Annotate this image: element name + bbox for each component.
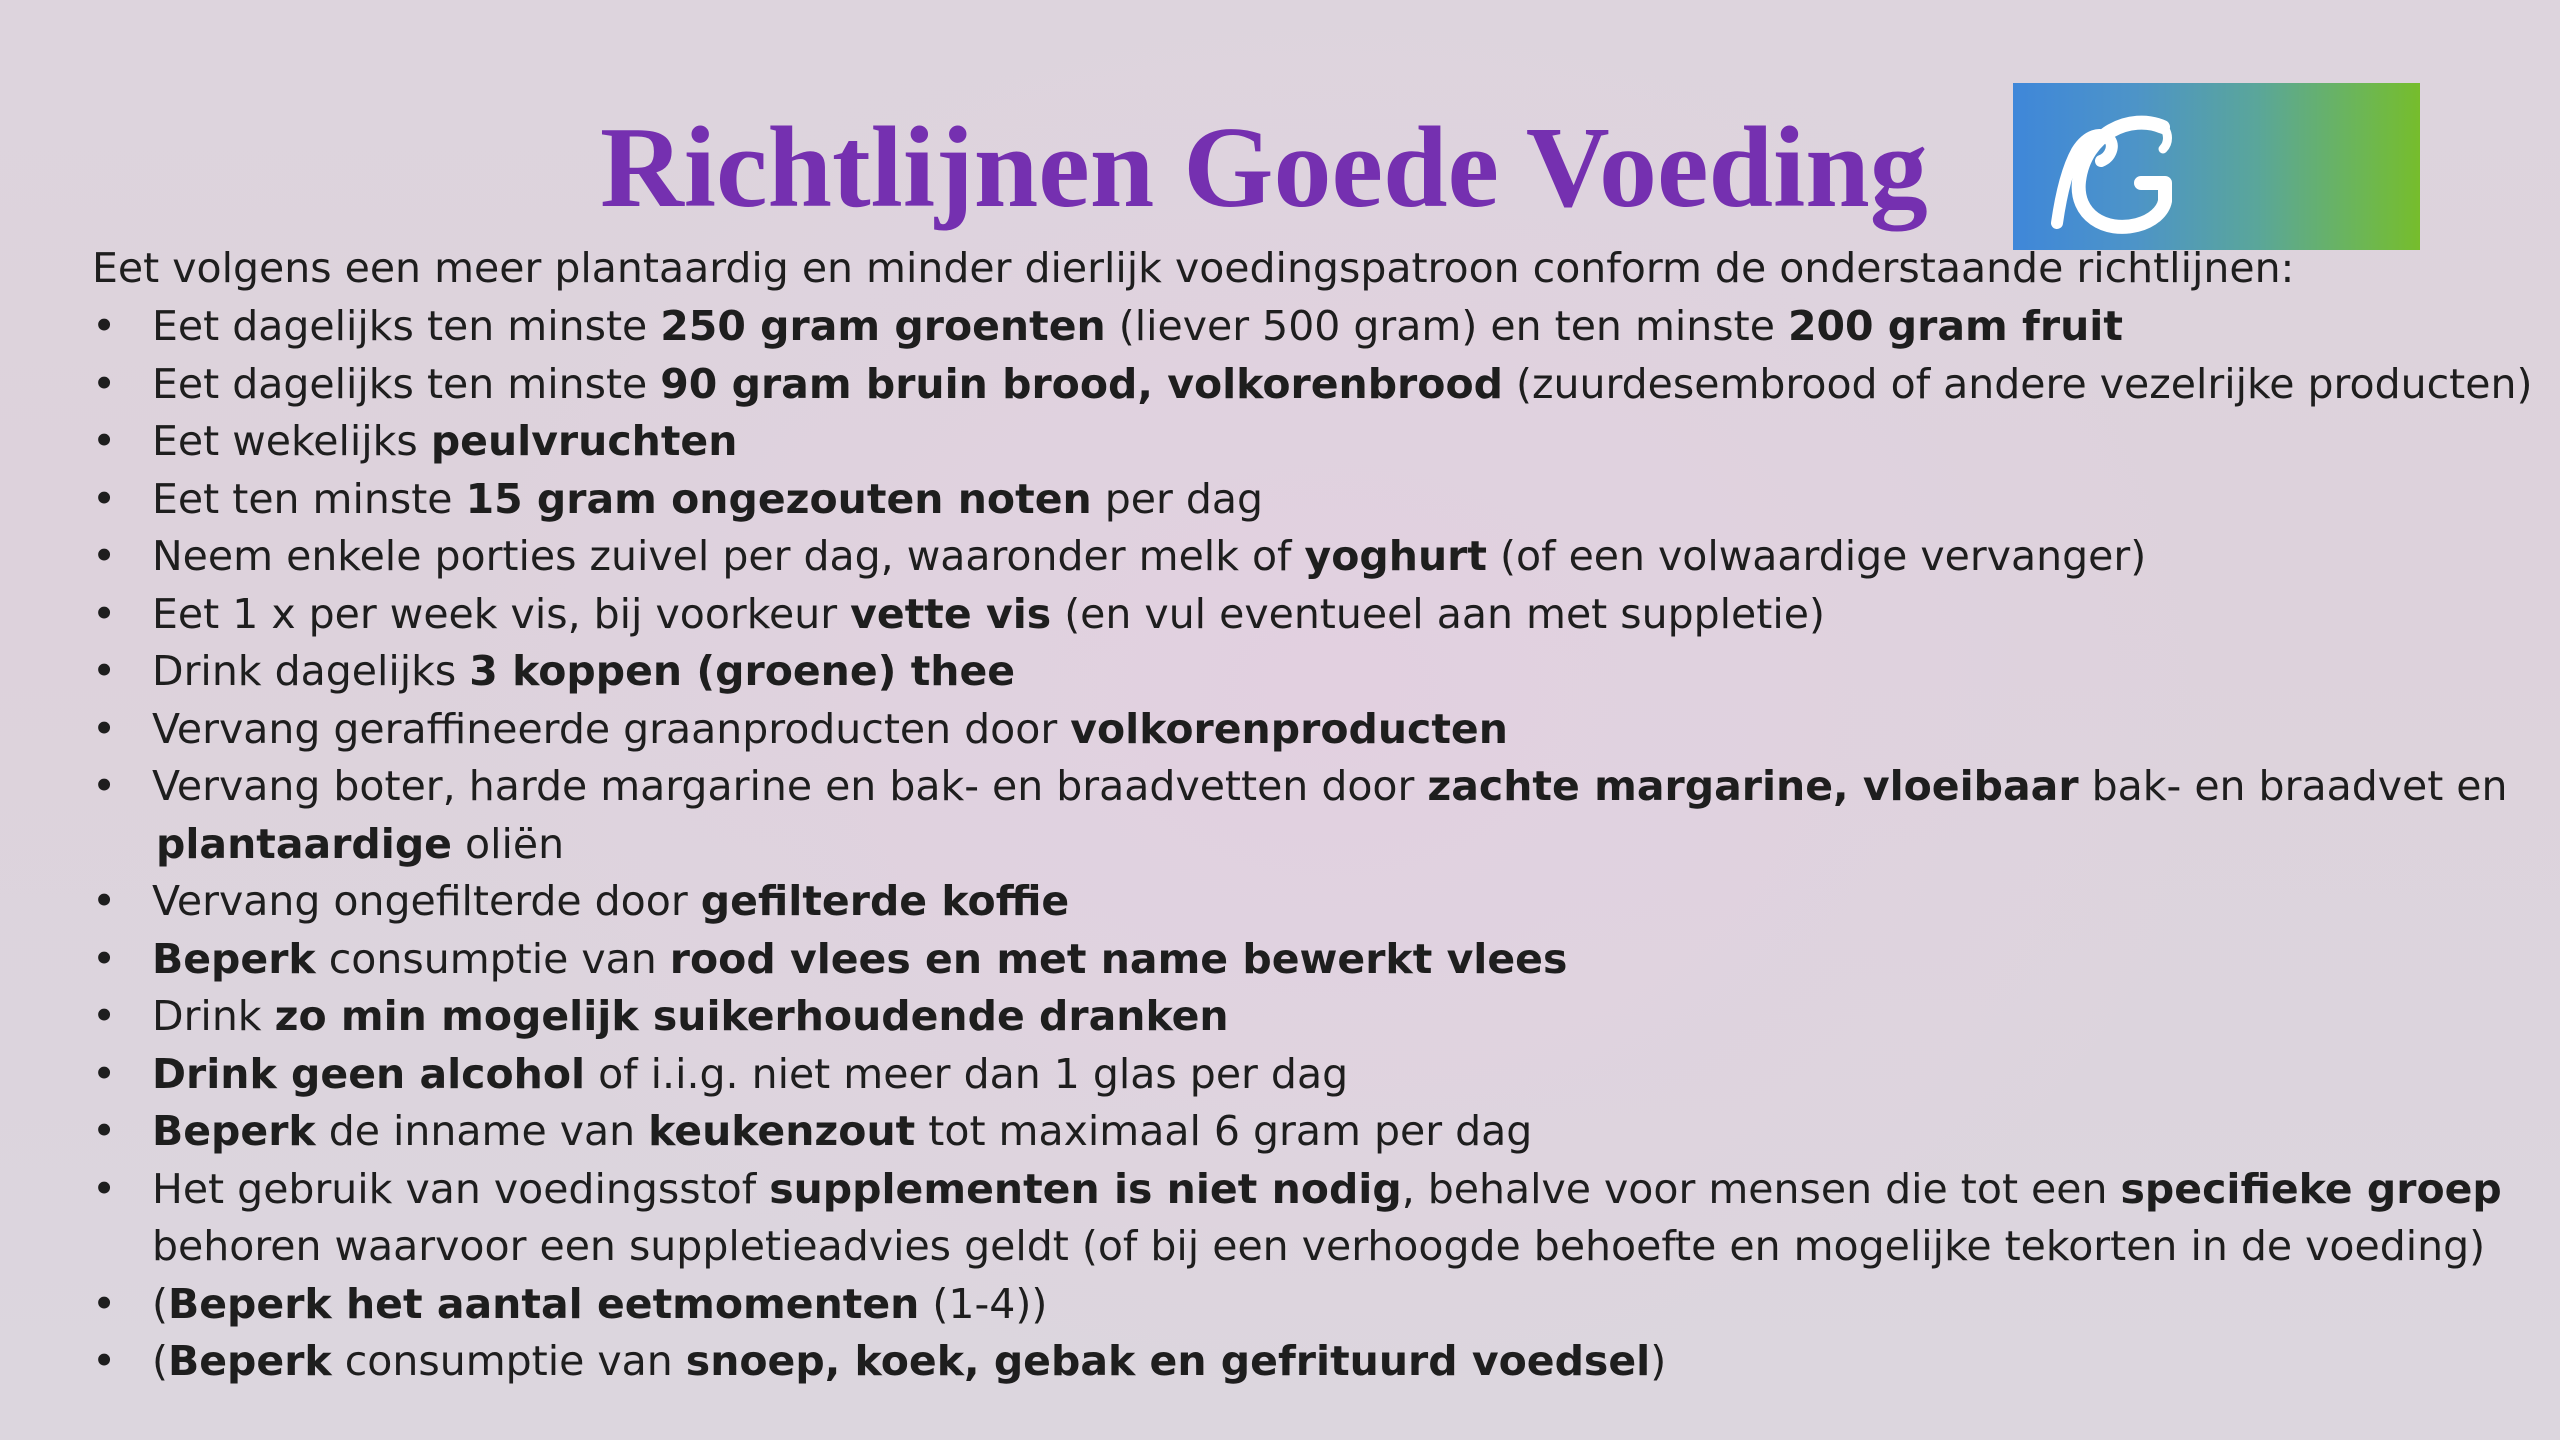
body-text: ) [1650, 1337, 1667, 1385]
guideline-line [152, 1046, 2512, 1104]
emphasis-text: Beperk het aantal eetmomenten [168, 1279, 920, 1328]
emphasis-text: 250 gram groenten [660, 302, 1106, 350]
emphasis-text: volkorenproducten [1070, 704, 1508, 753]
guideline-item [92, 586, 2512, 644]
body-text: consumptie van [315, 934, 670, 983]
logo [2013, 83, 2420, 250]
emphasis-text: zo min mogelijk suikerhoudende dranken [274, 992, 1229, 1040]
guideline-line [152, 643, 2512, 701]
body-text: (1-4)) [919, 1279, 1048, 1328]
guideline-line [152, 586, 2512, 644]
guideline-line [152, 528, 2512, 586]
emphasis-text: Drink geen alcohol [152, 1049, 586, 1098]
body-text: Het gebruik van voedingsstof [152, 1164, 770, 1213]
guideline-line [152, 356, 2533, 414]
emphasis-text: peulvruchten [430, 417, 738, 465]
body-text: tot maximaal 6 gram per dag [915, 1107, 1533, 1155]
body-text: ( [152, 1337, 168, 1385]
emphasis-text: rood vlees en met name bewerkt vlees [669, 934, 1568, 983]
guideline-line [152, 816, 2512, 874]
guideline-item [92, 758, 2512, 873]
emphasis-text: Beperk [168, 1337, 332, 1385]
guideline-line [152, 1333, 2512, 1391]
slide-title: Richtlijnen Goede Voeding [600, 104, 1928, 232]
emphasis-text: keukenzout [648, 1107, 916, 1155]
guideline-item [92, 701, 2512, 759]
body-text: oliën [451, 819, 565, 868]
guideline-item [92, 1161, 2512, 1276]
guideline-item [92, 1046, 2512, 1104]
body-text: (of een volwaardige vervanger) [1486, 532, 2147, 580]
body-text: Vervang ongefilterde door [152, 877, 701, 925]
body-text: Vervang geraffineerde graanproducten door [152, 704, 1071, 753]
guideline-line [152, 1161, 2512, 1219]
emphasis-text: 3 koppen (groene) thee [469, 647, 1016, 695]
body-text: Eet dagelijks ten minste [152, 359, 661, 408]
emphasis-text: 200 gram fruit [1787, 302, 2123, 350]
guideline-item [92, 1103, 2512, 1161]
emphasis-text: zachte margarine, vloeibaar [1427, 762, 2079, 810]
emphasis-text: 90 gram bruin brood, volkorenbrood [660, 359, 1503, 408]
guideline-list [92, 298, 2533, 1391]
guideline-item [92, 413, 2512, 471]
guideline-item [92, 298, 2512, 356]
body-text: Eet wekelijks [152, 417, 431, 465]
body-text: ( [152, 1279, 168, 1328]
guideline-item [92, 528, 2512, 586]
body-text: Eet 1 x per week vis, bij voorkeur [152, 589, 851, 638]
body-text: behoren waarvoor een suppletieadvies geldt (of bij een verhoogde behoefte en mogelijke tekorten in de voeding) [152, 1222, 2486, 1270]
emphasis-text: 15 gram ongezouten noten [465, 474, 1092, 523]
guideline-line [152, 1218, 2512, 1276]
emphasis-text: Beperk [152, 1107, 316, 1155]
guideline-line [152, 873, 2512, 931]
body-text: per dag [1091, 474, 1264, 523]
guideline-line [152, 988, 2512, 1046]
body-text: Eet ten minste [152, 474, 466, 523]
guideline-line [152, 1276, 2512, 1334]
guideline-line [152, 931, 2512, 989]
rg-logo-icon [2013, 83, 2420, 250]
body-text: Vervang boter, harde margarine en bak- en braadvetten door [152, 762, 1428, 810]
body-text: Drink [152, 992, 275, 1040]
guideline-item [92, 471, 2512, 529]
emphasis-text: yoghurt [1304, 532, 1487, 580]
intro-text: Eet volgens een meer plantaardig en minder dierlijk voedingspatroon conform de onderstaande richtlijnen: [92, 244, 2295, 292]
body-text: of i.i.g. niet meer dan 1 glas per dag [585, 1049, 1349, 1098]
body-text: (en vul eventueel aan met suppletie) [1051, 589, 1825, 638]
guideline-item [92, 356, 2533, 414]
guideline-item [92, 988, 2512, 1046]
guideline-item [92, 643, 2512, 701]
guideline-line [152, 758, 2512, 816]
emphasis-text: specifieke groep [2120, 1164, 2502, 1213]
guideline-item [92, 1333, 2512, 1391]
body-text: bak- en braadvet en [2078, 762, 2508, 810]
emphasis-text: snoep, koek, gebak en gefrituurd voedsel [685, 1337, 1651, 1385]
emphasis-text: plantaardige [156, 819, 452, 868]
body-text: (liever 500 gram) en ten minste [1105, 302, 1788, 350]
guideline-line [152, 298, 2512, 356]
emphasis-text: Beperk [152, 934, 316, 983]
body-text: consumptie van [331, 1337, 686, 1385]
guideline-line [152, 1103, 2512, 1161]
emphasis-text: supplementen is niet nodig [769, 1164, 1402, 1213]
body-text: Eet dagelijks ten minste [152, 302, 661, 350]
body-text: Neem enkele porties zuivel per dag, waaronder melk of [152, 532, 1305, 580]
body-text: , behalve voor mensen die tot een [1401, 1164, 2121, 1213]
body-text: Drink dagelijks [152, 647, 470, 695]
guideline-line [152, 471, 2512, 529]
guideline-line [152, 701, 2512, 759]
emphasis-text: vette vis [850, 589, 1052, 638]
guideline-item [92, 931, 2512, 989]
body-text: de inname van [315, 1107, 649, 1155]
guideline-item [92, 1276, 2512, 1334]
guideline-item [92, 873, 2512, 931]
guideline-line [152, 413, 2512, 471]
body-text: (zuurdesembrood of andere vezelrijke producten) [1502, 359, 2533, 408]
emphasis-text: gefilterde koffie [700, 877, 1070, 925]
